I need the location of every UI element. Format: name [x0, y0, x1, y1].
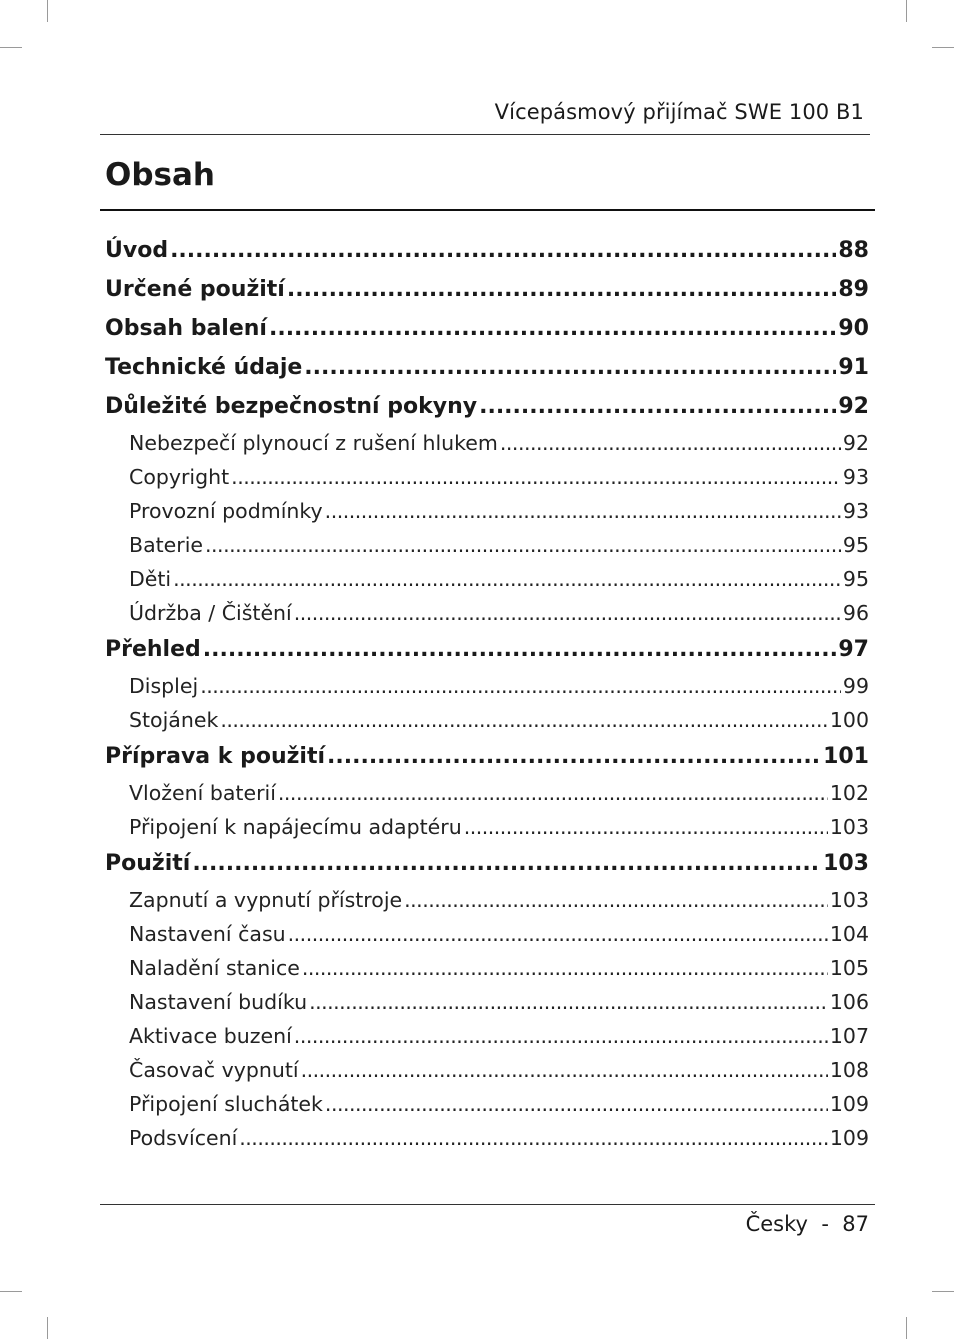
crop-mark-top-right — [906, 0, 907, 22]
toc-section-entry[interactable] — [105, 985, 869, 1019]
toc-section-entry[interactable] — [105, 1087, 869, 1121]
toc-entry-label: Provozní podmínky — [129, 499, 323, 523]
toc-entry-page-number: 105 — [829, 956, 869, 980]
toc-entry-label: Děti — [129, 567, 172, 591]
toc-section-entry[interactable] — [105, 703, 869, 737]
toc-entry-page-number: 103 — [829, 815, 869, 839]
footer-language: Česky — [745, 1212, 808, 1236]
toc-entry-label: Důležité bezpečnostní pokyny — [105, 394, 478, 419]
toc-dot-leader — [325, 1087, 828, 1121]
toc-entry-page-number: 89 — [838, 277, 869, 302]
toc-dot-leader — [170, 231, 836, 270]
toc-section-entry[interactable] — [105, 562, 869, 596]
toc-section-entry[interactable] — [105, 917, 869, 951]
toc-dot-leader — [304, 348, 836, 387]
toc-entry-label: Použití — [105, 851, 191, 876]
toc-entry-label: Displej — [129, 674, 199, 698]
toc-section-entry[interactable] — [105, 1019, 869, 1053]
toc-entry-page-number: 91 — [838, 355, 869, 380]
toc-entry-label: Nebezpečí plynoucí z rušení hlukem — [129, 431, 498, 455]
toc-entry-label: Údržba / Čištění — [129, 601, 292, 625]
toc-chapter-entry[interactable] — [105, 270, 869, 309]
crop-mark-right-bottom — [932, 1291, 954, 1292]
toc-entry-label: Technické údaje — [105, 355, 303, 380]
toc-section-entry[interactable] — [105, 810, 869, 844]
toc-section-entry[interactable] — [105, 951, 869, 985]
toc-chapter-entry[interactable] — [105, 737, 869, 776]
toc-dot-leader — [278, 776, 828, 810]
footer-rule — [100, 1204, 875, 1205]
crop-mark-top-left — [47, 0, 48, 22]
toc-entry-label: Copyright — [129, 465, 230, 489]
toc-entry-page-number: 96 — [842, 601, 869, 625]
toc-entry-label: Příprava k použití — [105, 744, 326, 769]
toc-chapter-entry[interactable] — [105, 387, 869, 426]
toc-chapter-entry[interactable] — [105, 348, 869, 387]
toc-dot-leader — [301, 1053, 828, 1087]
toc-chapter-entry[interactable] — [105, 630, 869, 669]
toc-entry-page-number: 109 — [829, 1092, 869, 1116]
toc-section-entry[interactable] — [105, 669, 869, 703]
toc-entry-label: Naladění stanice — [129, 956, 300, 980]
footer-page-number: 87 — [842, 1212, 869, 1236]
toc-entry-label: Baterie — [129, 533, 204, 557]
page-footer — [746, 1212, 869, 1236]
toc-dot-leader — [309, 985, 828, 1019]
toc-section-entry[interactable] — [105, 460, 869, 494]
toc-entry-page-number: 104 — [829, 922, 869, 946]
crop-mark-left-top — [0, 47, 22, 48]
toc-entry-page-number: 100 — [829, 708, 869, 732]
running-header-title: Vícepásmový přijímač SWE 100 B1 — [494, 100, 864, 124]
toc-entry-label: Časovač vypnutí — [129, 1058, 299, 1082]
toc-entry-label: Stojánek — [129, 708, 219, 732]
toc-dot-leader — [288, 917, 828, 951]
toc-entry-label: Úvod — [105, 238, 169, 263]
toc-dot-leader — [203, 630, 837, 669]
toc-section-entry[interactable] — [105, 494, 869, 528]
toc-entry-label: Nastavení budíku — [129, 990, 308, 1014]
toc-entry-page-number: 106 — [829, 990, 869, 1014]
toc-section-entry[interactable] — [105, 776, 869, 810]
toc-section-entry[interactable] — [105, 1053, 869, 1087]
toc-entry-page-number: 93 — [842, 465, 869, 489]
toc-entry-page-number: 90 — [838, 316, 869, 341]
toc-chapter-entry[interactable] — [105, 231, 869, 270]
toc-entry-page-number: 101 — [823, 744, 869, 769]
toc-chapter-entry[interactable] — [105, 309, 869, 348]
toc-entry-page-number: 92 — [838, 394, 869, 419]
toc-dot-leader — [294, 596, 841, 630]
toc-dot-leader — [464, 810, 828, 844]
toc-entry-page-number: 103 — [829, 888, 869, 912]
toc-entry-page-number: 97 — [838, 637, 869, 662]
toc-entry-label: Připojení k napájecímu adaptéru — [129, 815, 462, 839]
toc-entry-label: Připojení sluchátek — [129, 1092, 323, 1116]
toc-entry-page-number: 107 — [829, 1024, 869, 1048]
toc-entry-label: Určené použití — [105, 277, 285, 302]
toc-entry-label: Zapnutí a vypnutí přístroje — [129, 888, 403, 912]
crop-mark-bottom-right — [906, 1317, 907, 1339]
page-title: Obsah — [105, 157, 215, 193]
toc-dot-leader — [404, 883, 828, 917]
toc-dot-leader — [302, 951, 828, 985]
toc-entry-page-number: 95 — [842, 533, 869, 557]
toc-section-entry[interactable] — [105, 528, 869, 562]
toc-dot-leader — [239, 1121, 828, 1155]
toc-section-entry[interactable] — [105, 1121, 869, 1155]
toc-entry-page-number: 92 — [842, 431, 869, 455]
toc-entry-page-number: 103 — [823, 851, 869, 876]
toc-section-entry[interactable] — [105, 426, 869, 460]
toc-dot-leader — [192, 844, 821, 883]
toc-entry-page-number: 88 — [838, 238, 869, 263]
toc-entry-label: Podsvícení — [129, 1126, 238, 1150]
crop-mark-bottom-left — [47, 1317, 48, 1339]
toc-section-entry[interactable] — [105, 596, 869, 630]
toc-section-entry[interactable] — [105, 883, 869, 917]
toc-dot-leader — [231, 460, 841, 494]
header-rule — [100, 134, 870, 135]
toc-dot-leader — [327, 737, 821, 776]
toc-dot-leader — [173, 562, 841, 596]
toc-dot-leader — [325, 494, 841, 528]
toc-entry-page-number: 99 — [842, 674, 869, 698]
toc-entry-page-number: 102 — [829, 781, 869, 805]
toc-entry-page-number: 93 — [842, 499, 869, 523]
toc-dot-leader — [269, 309, 836, 348]
toc-entry-label: Nastavení času — [129, 922, 286, 946]
toc-dot-leader — [287, 270, 837, 309]
toc-dot-leader — [205, 528, 841, 562]
toc-entry-label: Obsah balení — [105, 316, 267, 341]
crop-mark-right-top — [932, 47, 954, 48]
crop-mark-left-bottom — [0, 1291, 22, 1292]
toc-chapter-entry[interactable] — [105, 844, 869, 883]
toc-entry-page-number: 109 — [829, 1126, 869, 1150]
toc-entry-page-number: 108 — [829, 1058, 869, 1082]
toc-dot-leader — [294, 1019, 828, 1053]
footer-separator: - — [821, 1212, 829, 1236]
toc-dot-leader — [200, 669, 841, 703]
toc-entry-label: Přehled — [105, 637, 201, 662]
title-rule — [100, 209, 875, 211]
toc-entry-label: Aktivace buzení — [129, 1024, 292, 1048]
table-of-contents — [105, 231, 869, 1155]
toc-entry-label: Vložení baterií — [129, 781, 276, 805]
toc-dot-leader — [220, 703, 828, 737]
toc-dot-leader — [500, 426, 841, 460]
toc-entry-page-number: 95 — [842, 567, 869, 591]
toc-dot-leader — [479, 387, 836, 426]
